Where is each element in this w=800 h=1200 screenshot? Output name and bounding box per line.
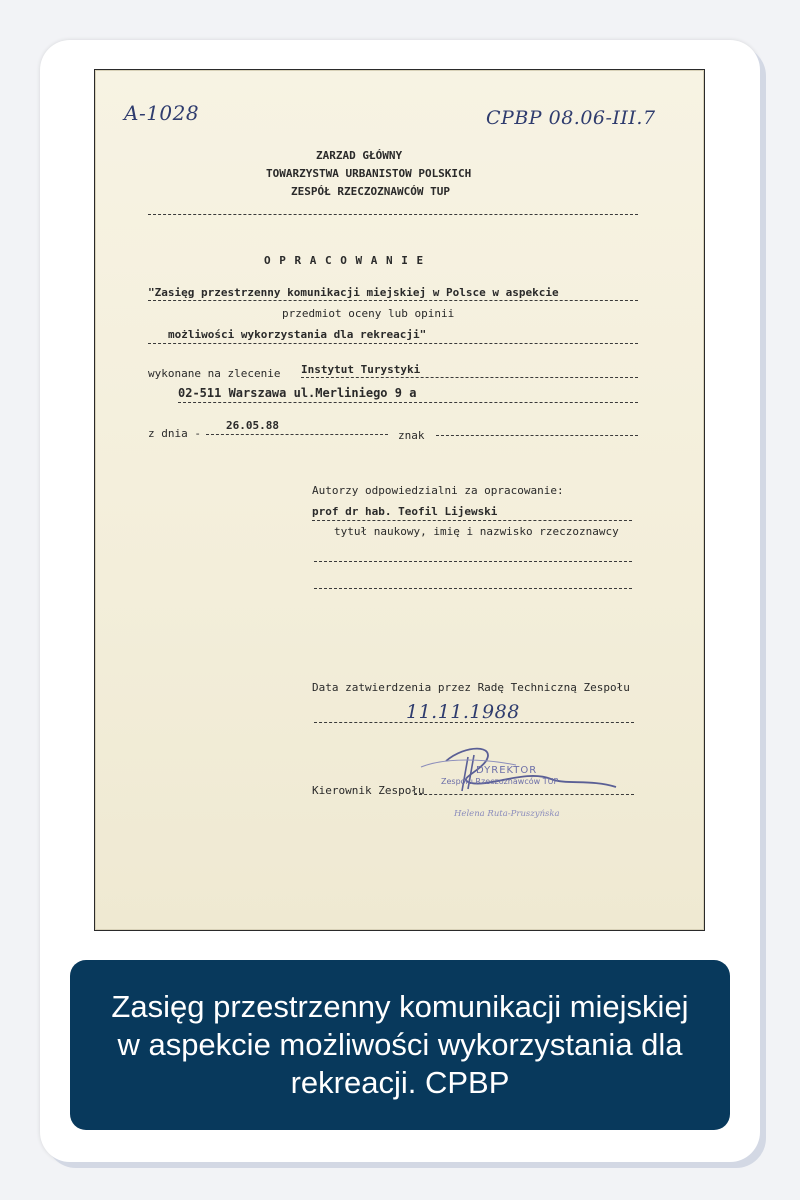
header-line-2: TOWARZYSTWA URBANISTOW POLSKICH (266, 167, 472, 180)
reference-underline (436, 435, 638, 436)
stamp-line-1: DYREKTOR (476, 765, 538, 776)
header-divider (148, 214, 638, 215)
header-line-3: ZESPÓŁ RZECZOZNAWCÓW TUP (291, 185, 450, 198)
date-value: 26.05.88 (226, 419, 279, 432)
title-line-1: "Zasięg przestrzenny komunikacji miejskiej w Polsce w aspekcie (148, 286, 638, 301)
date-label: z dnia - (148, 427, 201, 440)
header-line-1: ZARZAD GŁÓWNY (316, 149, 403, 162)
handwritten-archive-id: A-1028 (124, 101, 200, 125)
approval-date-handwritten: 11.11.1988 (406, 701, 520, 723)
author-underline (312, 520, 632, 521)
approval-underline (314, 722, 634, 723)
head-label: Kierownik Zespołu (312, 784, 425, 797)
address-line: 02-511 Warszawa ul.Merliniego 9 a (178, 386, 417, 400)
authors-label: Autorzy odpowiedzialni za opracowanie: (312, 484, 564, 497)
handwritten-code: CPBP 08.06-III.7 (486, 107, 656, 129)
commission-underline (301, 377, 638, 378)
paper-sheet (96, 71, 703, 929)
blank-author-line-2 (314, 588, 632, 589)
reference-label: znak (398, 429, 425, 442)
caption-banner (70, 960, 730, 1130)
stamp-line-2: Zespołu Rzeczoznawców TUP (441, 777, 559, 786)
title-line-2: możliwości wykorzystania dla rekreacji" (168, 328, 427, 341)
title-underline-2 (148, 343, 638, 344)
subject-note: przedmiot oceny lub opinii (282, 307, 455, 320)
approval-label: Data zatwierdzenia przez Radę Techniczną Zespołu (312, 681, 630, 694)
document-scan[interactable] (95, 70, 704, 930)
author-caption: tytuł naukowy, imię i nazwisko rzeczoznawcy (334, 525, 619, 538)
stamp-name: Helena Ruta-Pruszyńska (454, 809, 560, 819)
blank-author-line-1 (314, 561, 632, 562)
commission-label: wykonane na zlecenie (148, 367, 281, 380)
section-title: O P R A C O W A N I E (264, 254, 425, 267)
address-underline (178, 402, 638, 403)
date-underline (206, 434, 388, 435)
author-name: prof dr hab. Teofil Lijewski (312, 505, 498, 518)
caption-text: Zasięg przestrzenny komunikacji miejskiej w aspekcie możliwości wykorzystania dla rekreacji. CPBP (111, 989, 689, 1100)
commission-value: Instytut Turystyki (301, 363, 421, 376)
